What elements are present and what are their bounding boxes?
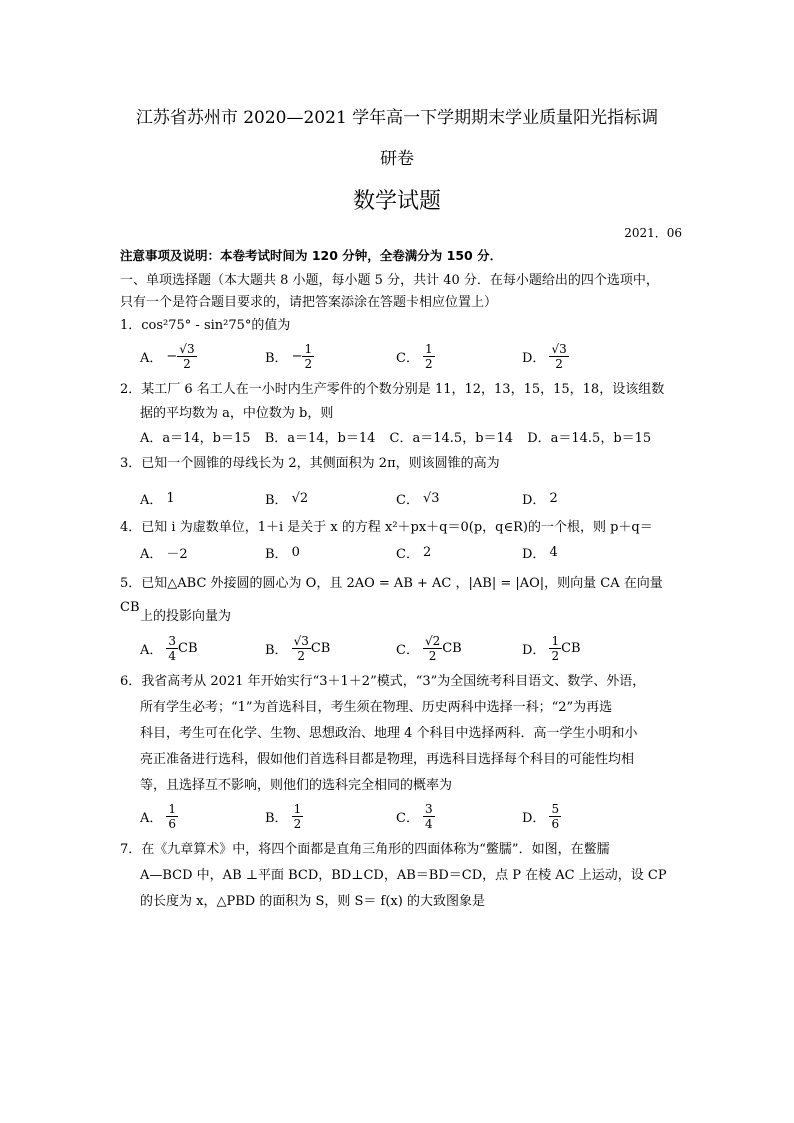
q6-stem-line5: 等，且选择互不影响，则他们的选科完全相同的概率为 xyxy=(140,778,453,793)
q3-options xyxy=(140,480,680,516)
q6-options xyxy=(140,798,680,834)
q3-option-a: A． 1 xyxy=(140,490,175,508)
exam-title-line2: 研卷 xyxy=(380,149,414,169)
q5-option-c: C． $\frac{√2}{2}$ CB xyxy=(396,633,462,663)
q7-stem-line3: 的长度为 x，△PBD 的面积为 S，则 S＝ f(x) 的大致图象是 xyxy=(140,894,485,909)
exam-subject-title: 数学试题 xyxy=(352,189,441,214)
q5-option-d: D． $\frac{1}{2}$ CB xyxy=(522,633,581,663)
q4-option-d: D． 4 xyxy=(522,544,558,562)
q6-option-d: D． $\frac{5}{6}$ xyxy=(522,801,560,831)
q5-stem-line2: 上的投影向量为 xyxy=(140,609,232,624)
exam-note: 注意事项及说明：本卷考试时间为 120 分钟，全卷满分为 150 分． xyxy=(120,248,503,263)
q7-stem-line2: A—BCD 中，AB ⊥平面 BCD，BD⊥CD，AB＝BD＝CD，点 P 在棱 AC 上运动，设 CP xyxy=(140,868,667,883)
q5-option-b: B． $\frac{√3}{2}$ CB xyxy=(265,633,331,663)
q6-option-c: C． $\frac{3}{4}$ xyxy=(396,801,433,831)
exam-title-line1: 江苏省苏州市 2020—2021 学年高一下学期期末学业质量阳光指标调 xyxy=(135,108,659,128)
q2-option-c: C．a＝14.5，b＝14 xyxy=(389,431,514,446)
q4-options xyxy=(140,534,680,570)
section1-instruction-line1: 一、单项选择题（本大题共 8 小题，每小题 5 分，共计 40 分．在每小题给出的四个选项中， xyxy=(120,273,659,288)
q5-option-a: A． $\frac{3}{4}$ CB xyxy=(140,633,198,663)
q5-stem-line1: 5．已知△ABC 外接圆的圆心为 O，且 2AO = AB + AC ，|AB| = |AO|，则向量 CA 在向量 CB xyxy=(120,576,663,615)
q1-options xyxy=(140,338,680,374)
section1-instruction-line2: 只有一个是符合题目要求的，请把答案添涂在答题卡相应位置上） xyxy=(120,295,498,310)
q1-option-c: C． $\frac{1}{2}$ xyxy=(396,341,433,371)
q2-option-b: B．a＝14，b＝14 xyxy=(264,431,376,446)
q6-option-a: A． $\frac{1}{6}$ xyxy=(140,801,177,831)
q5-options xyxy=(140,630,680,666)
q6-stem-line3: 科目，考生可在化学、生物、思想政治、地理 4 个科目中选择两科．高一学生小明和小 xyxy=(140,726,638,741)
q6-stem-line4: 亮正准备进行选科，假如他们首选科目都是物理，再选科目选择每个科目的可能性均相 xyxy=(140,752,635,767)
q1-option-a: A． − $\frac{√3}{2}$ xyxy=(140,341,195,371)
q6-stem-line2: 所有学生必考；“1”为首选科目，考生须在物理、历史两科中选择一科；“2”为再选 xyxy=(140,700,613,715)
q2-option-d: D．a＝14.5，b＝15 xyxy=(527,431,652,446)
q4-option-b: B． 0 xyxy=(265,544,300,562)
q6-option-b: B． $\frac{1}{2}$ xyxy=(265,801,302,831)
exam-date: 2021．06 xyxy=(624,226,682,240)
q3-stem: 3．已知一个圆锥的母线长为 2，其侧面积为 2π，则该圆锥的高为 xyxy=(120,456,500,471)
q2-option-a: A．a＝14，b＝15 xyxy=(140,431,251,446)
q4-option-c: C． 2 xyxy=(396,544,432,562)
q3-option-d: D． 2 xyxy=(522,490,558,508)
q6-stem-line1: 6．我省高考从 2021 年开始实行“3＋1＋2”模式，“3”为全国统考科目语文、数学、外语， xyxy=(120,674,646,689)
q4-option-a: A． －2 xyxy=(140,546,188,562)
q7-stem-line1: 7．在《九章算术》中，将四个面都是直角三角形的四面体称为“鳖臑”．如图，在鳖臑 xyxy=(120,842,610,857)
q3-option-b: B． √2 xyxy=(265,490,309,508)
q2-options xyxy=(140,428,680,450)
q1-stem: 1．cos²75° - sin²75°的值为 xyxy=(120,318,291,333)
q1-option-b: B． − $\frac{1}{2}$ xyxy=(265,341,313,371)
q3-option-c: C． √3 xyxy=(396,490,440,508)
q2-stem-line2: 据的平均数为 a，中位数为 b，则 xyxy=(140,406,334,421)
q4-stem: 4．已知 i 为虚数单位，1＋i 是关于 x 的方程 x²＋px＋q＝0(p，q∈R)的一个根，则 p＋q＝ xyxy=(120,520,653,535)
q2-stem-line1: 2．某工厂 6 名工人在一小时内生产零件的个数分别是 11，12，13，15，15，18，设该组数 xyxy=(120,382,665,397)
q1-option-d: D． $\frac{√3}{2}$ xyxy=(522,341,567,371)
